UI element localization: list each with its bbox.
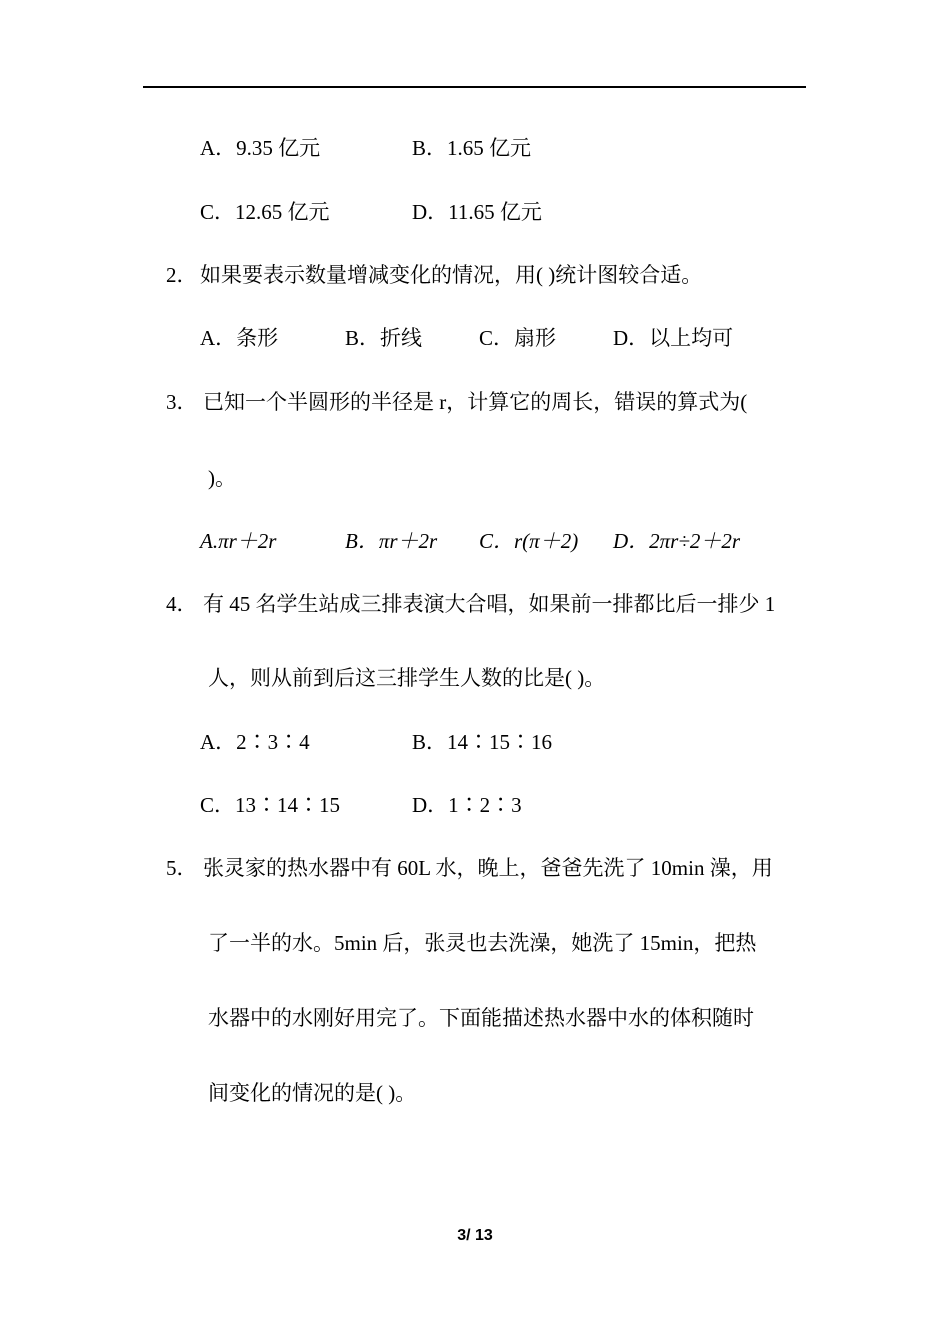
q2-option-a: A．条形 bbox=[200, 326, 279, 350]
q3-option-c: C．r(π＋2) bbox=[479, 529, 579, 553]
q5-stem-line-3: 水器中的水刚好用完了。下面能描述热水器中水的体积随时 bbox=[208, 1006, 754, 1030]
q5-stem-line-4: 间变化的情况的是( )。 bbox=[208, 1081, 417, 1105]
q4-stem-line-1: 有 45 名学生站成三排表演大合唱，如果前一排都比后一排少 1 bbox=[203, 592, 776, 616]
q3-stem-line-2: )。 bbox=[208, 466, 236, 490]
q2-option-c: C．扇形 bbox=[479, 326, 557, 350]
q5-number: 5． bbox=[166, 856, 198, 880]
q2-stem: 如果要表示数量增减变化的情况，用( )统计图较合适。 bbox=[200, 263, 703, 287]
q4-option-b: B．14∶15∶16 bbox=[412, 730, 553, 754]
q3-option-d: D．2πr÷2＋2r bbox=[613, 529, 741, 553]
q1-option-a: A．9.35 亿元 bbox=[200, 136, 321, 160]
q5-stem-line-2: 了一半的水。5min 后，张灵也去洗澡，她洗了 15min，把热 bbox=[208, 931, 757, 955]
header-rule bbox=[143, 86, 806, 88]
q1-option-b: B．1.65 亿元 bbox=[412, 136, 532, 160]
q1-option-c: C．12.65 亿元 bbox=[200, 200, 330, 224]
q2-option-d: D．以上均可 bbox=[613, 326, 734, 350]
q3-option-a: A.πr＋2r bbox=[200, 529, 277, 553]
q2-number: 2． bbox=[166, 263, 198, 287]
q3-option-b: B．πr＋2r bbox=[345, 529, 438, 553]
q4-option-c: C．13∶14∶15 bbox=[200, 793, 341, 817]
q3-stem-line-1: 已知一个半圆形的半径是 r，计算它的周长，错误的算式为( bbox=[203, 390, 748, 414]
q1-option-d: D．11.65 亿元 bbox=[412, 200, 542, 224]
q3-number: 3． bbox=[166, 390, 198, 414]
q2-option-b: B．折线 bbox=[345, 326, 423, 350]
q4-stem-line-2: 人，则从前到后这三排学生人数的比是( )。 bbox=[208, 666, 606, 690]
page-number: 3/ 13 bbox=[457, 1227, 493, 1244]
q4-option-d: D．1∶2∶3 bbox=[412, 793, 522, 817]
q4-option-a: A．2∶3∶4 bbox=[200, 730, 310, 754]
q5-stem-line-1: 张灵家的热水器中有 60L 水，晚上，爸爸先洗了 10min 澡，用 bbox=[203, 856, 773, 880]
q4-number: 4． bbox=[166, 592, 198, 616]
